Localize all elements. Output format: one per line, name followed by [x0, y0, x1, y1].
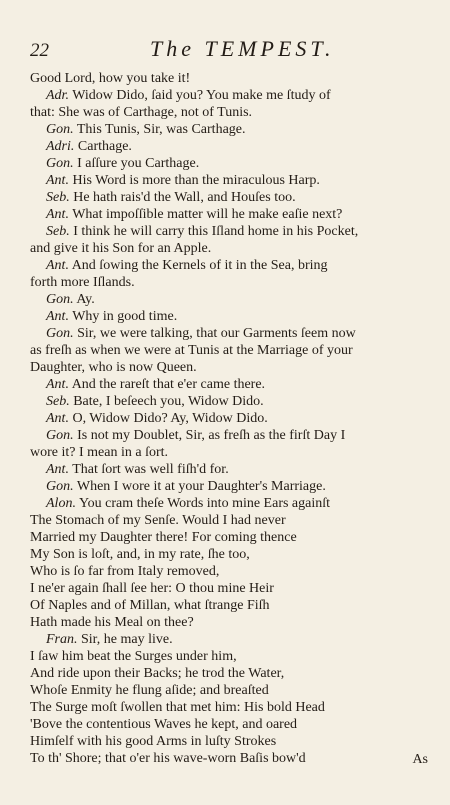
text-line — [30, 359, 432, 376]
line-text: Sir, he may live. — [81, 632, 173, 647]
text-line — [30, 444, 432, 461]
text-line — [30, 546, 432, 563]
line-text: To th' Shore; that o'er his wave-worn Baſis bow'd — [30, 751, 306, 766]
line-text: This Tunis, Sir, was Carthage. — [76, 122, 246, 137]
speaker-name: Gon. — [46, 122, 74, 137]
line-text: Hath made his Meal on thee? — [30, 615, 194, 630]
text-line — [30, 240, 432, 257]
running-title: The TEMPEST. — [150, 36, 335, 61]
speaker-name: Ant. — [46, 309, 69, 324]
line-text: The Surge moſt ſwollen that met him: His bold Head — [30, 700, 325, 715]
text-line — [30, 155, 432, 172]
speaker-name: Ant. — [46, 411, 69, 426]
text-line — [30, 291, 432, 308]
text-line — [30, 648, 432, 665]
text-line — [30, 614, 432, 631]
text-line — [30, 750, 432, 767]
text-line — [30, 104, 432, 121]
line-text: Whoſe Enmity he flung aſide; and breaſted — [30, 683, 269, 698]
line-text: 'Bove the contentious Waves he kept, and oared — [30, 717, 298, 732]
line-text: Why in good time. — [72, 309, 178, 324]
text-line — [30, 223, 432, 240]
speaker-name: Ant. — [46, 207, 69, 222]
line-text: Good Lord, how you take it! — [30, 71, 191, 86]
play-text — [30, 70, 432, 767]
line-text: wore it? I mean in a ſort. — [30, 445, 169, 460]
line-text: and give it his Son for an Apple. — [30, 241, 212, 256]
line-text: Daughter, who is now Queen. — [30, 360, 197, 375]
text-line — [30, 733, 432, 750]
line-text: You cram theſe Words into mine Ears againſt — [78, 496, 331, 511]
line-text: Bate, I beſeech you, Widow Dido. — [73, 394, 264, 409]
text-line — [30, 512, 432, 529]
line-text: Is not my Doublet, Sir, as freſh as the firſt Day I — [77, 428, 346, 443]
line-text: And ſowing the Kernels of it in the Sea, bring — [71, 258, 328, 273]
line-text: And ride upon their Backs; he trod the Water, — [30, 666, 285, 681]
speaker-name: Gon. — [46, 479, 74, 494]
line-text: Who is ſo far from Italy removed, — [30, 564, 220, 579]
speaker-name: Ant. — [46, 377, 69, 392]
text-line — [30, 70, 432, 87]
line-text: forth more Iſlands. — [30, 275, 135, 290]
text-line — [30, 308, 432, 325]
text-line — [30, 189, 432, 206]
speaker-name: Ant. — [46, 173, 69, 188]
line-text: His Word is more than the miraculous Harp. — [72, 173, 320, 188]
text-line — [30, 716, 432, 733]
line-text: I think he will carry this Iſland home in his Pocket, — [73, 224, 359, 239]
line-text: My Son is loſt, and, in my rate, ſhe too, — [30, 547, 250, 562]
text-line — [30, 274, 432, 291]
line-text: I aſſure you Carthage. — [77, 156, 200, 171]
text-line — [30, 325, 432, 342]
speaker-name: Ant. — [46, 258, 69, 273]
text-line — [30, 461, 432, 478]
page-header — [30, 36, 430, 66]
text-line — [30, 393, 432, 410]
speaker-name: Alon. — [46, 496, 76, 511]
text-line — [30, 172, 432, 189]
text-line — [30, 495, 432, 512]
line-text: The Stomach of my Senſe. Would I had never — [30, 513, 286, 528]
line-text: Married my Daughter there! For coming thence — [30, 530, 297, 545]
line-text: Ay. — [76, 292, 95, 307]
speaker-name: Seb. — [46, 190, 70, 205]
speaker-name: Adri. — [46, 139, 75, 154]
line-text: That ſort was well fiſh'd for. — [72, 462, 229, 477]
speaker-name: Ant. — [46, 462, 69, 477]
text-line — [30, 206, 432, 223]
text-line — [30, 410, 432, 427]
line-text: What impoſſible matter will he make eaſie next? — [72, 207, 343, 222]
line-text: He hath rais'd the Wall, and Houſes too. — [73, 190, 296, 205]
text-line — [30, 478, 432, 495]
line-text: When I wore it at your Daughter's Marriage. — [76, 479, 326, 494]
line-text: And the rareſt that e'er came there. — [71, 377, 266, 392]
line-text: O, Widow Dido? Ay, Widow Dido. — [72, 411, 268, 426]
line-text: that: She was of Carthage, not of Tunis. — [30, 105, 253, 120]
speaker-name: Gon. — [46, 156, 74, 171]
line-text: Of Naples and of Millan, what ſtrange Fiſh — [30, 598, 270, 613]
speaker-name: Adr. — [46, 88, 69, 103]
text-line — [30, 138, 432, 155]
text-line — [30, 682, 432, 699]
text-line — [30, 665, 432, 682]
text-line — [30, 563, 432, 580]
line-text: Himſelf with his good Arms in luſty Strokes — [30, 734, 277, 749]
speaker-name: Seb. — [46, 224, 70, 239]
text-line — [30, 427, 432, 444]
text-line — [30, 376, 432, 393]
text-line — [30, 529, 432, 546]
text-line — [30, 699, 432, 716]
page-number: 22 — [30, 40, 49, 61]
text-line — [30, 580, 432, 597]
text-line — [30, 121, 432, 138]
line-text: I ſaw him beat the Surges under him, — [30, 649, 237, 664]
speaker-name: Gon. — [46, 292, 74, 307]
catchword: As — [412, 752, 428, 767]
line-text: Sir, we were talking, that our Garments ſeem now — [77, 326, 356, 341]
text-line — [30, 597, 432, 614]
line-text: I ne'er again ſhall ſee her: O thou mine Heir — [30, 581, 274, 596]
speaker-name: Fran. — [46, 632, 78, 647]
text-line — [30, 87, 432, 104]
line-text: as freſh as when we were at Tunis at the Marriage of your — [30, 343, 353, 358]
speaker-name: Seb. — [46, 394, 70, 409]
text-line — [30, 631, 432, 648]
line-text: Widow Dido, ſaid you? You make me ſtudy of — [72, 88, 331, 103]
text-line — [30, 342, 432, 359]
text-line — [30, 257, 432, 274]
speaker-name: Gon. — [46, 428, 74, 443]
line-text: Carthage. — [77, 139, 132, 154]
speaker-name: Gon. — [46, 326, 74, 341]
